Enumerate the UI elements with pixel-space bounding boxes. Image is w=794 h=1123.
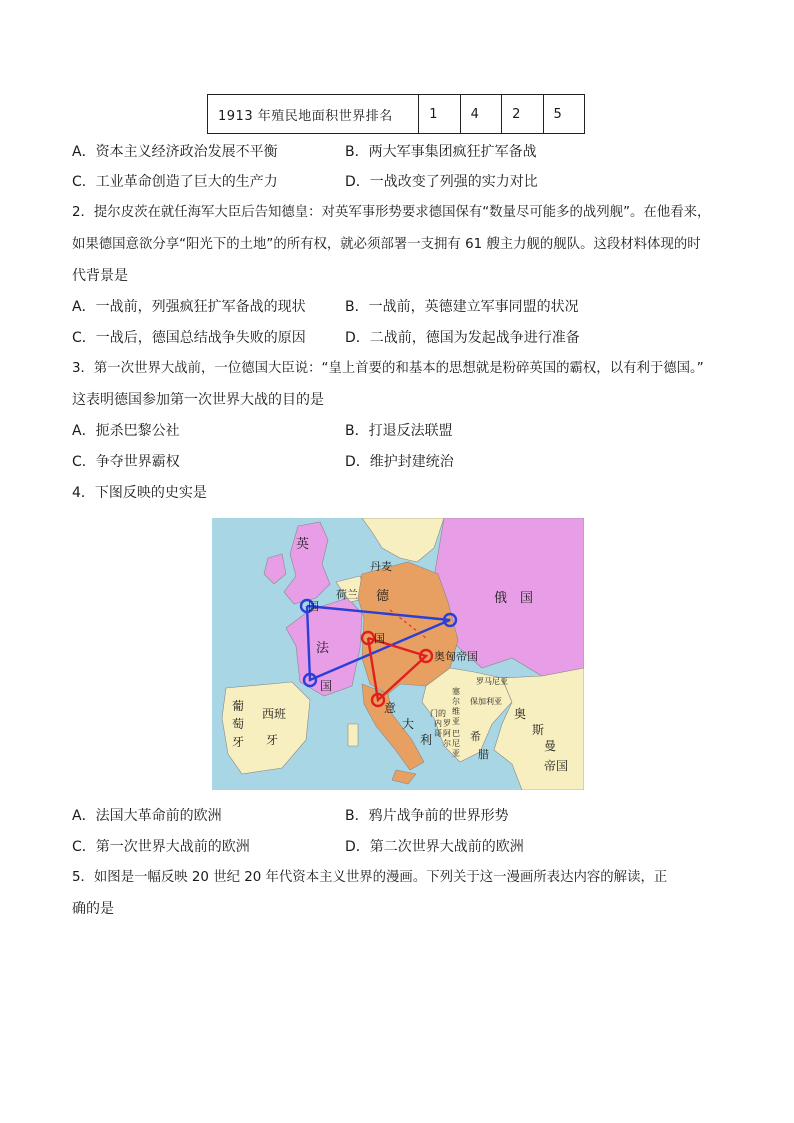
table-row-label: 1913 年殖民地面积世界排名: [208, 95, 419, 134]
label-menyu: 门的: [430, 709, 446, 718]
map-svg: [212, 518, 584, 790]
label-luo: 罗: [443, 719, 451, 728]
label-ao: 奥: [514, 707, 527, 721]
label-ya2: 尼: [452, 739, 460, 748]
label-wei: 维: [452, 707, 460, 716]
q2-option-b: B．一战前，英德建立军事同盟的状况: [345, 299, 579, 315]
q4-stem: 4．下图反映的史实是: [72, 485, 207, 501]
rank-cell-3: 2: [502, 95, 543, 134]
q4-option-d: D．第二次世界大战前的欧洲: [345, 839, 524, 855]
colonial-area-ranking-table: [207, 94, 585, 134]
q2-option-d: D．二战前，德国为发起战争进行准备: [345, 330, 580, 346]
q1-option-c: C．工业革命创造了巨大的生产力: [72, 174, 278, 190]
label-guo-de: 国: [374, 632, 385, 645]
label-xi: 希: [470, 730, 481, 743]
label-xibanya2: 牙: [266, 733, 279, 747]
label-si: 斯: [532, 723, 545, 737]
q5-stem-line1: 5．如图是一幅反映 20 世纪 20 年代资本主义世界的漫画。下列关于这一漫画所表达内容的解读，正: [72, 870, 668, 885]
label-guo-en: 国: [308, 600, 319, 613]
label-danmai: 丹麦: [370, 560, 392, 573]
label-yi: 意: [384, 701, 397, 715]
table-row: [208, 95, 585, 134]
label-er: 尔: [452, 697, 460, 706]
label-pu2: 萄: [232, 717, 245, 731]
label-diguo: 帝国: [544, 759, 569, 773]
label-man: 曼: [544, 739, 557, 753]
label-ya3: 亚: [452, 749, 460, 758]
q1-option-a: A．资本主义经济政治发展不平衡: [72, 144, 278, 160]
q3-option-a: A．扼杀巴黎公社: [72, 423, 180, 439]
q3-option-c: C．争夺世界霸权: [72, 454, 180, 470]
label-a: 阿: [443, 729, 451, 738]
q4-option-a: A．法国大革命前的欧洲: [72, 808, 222, 824]
q2-option-c: C．一战后，德国总结战争失败的原因: [72, 330, 306, 346]
q2-stem-line3: 代背景是: [72, 268, 128, 284]
q4-option-b: B．鸦片战争前的世界形势: [345, 808, 509, 824]
label-nei: 内: [434, 719, 442, 728]
label-helan: 荷兰: [336, 588, 358, 601]
label-luomaniya: 罗马尼亚: [476, 677, 508, 686]
rank-cell-4: 5: [543, 95, 584, 134]
q3-option-d: D．维护封建统治: [345, 454, 454, 470]
label-aoxiong: 奥匈帝国: [434, 650, 478, 663]
label-ba: 尔: [443, 739, 451, 748]
map-region-sardinia: [348, 724, 358, 746]
label-fa: 法: [316, 641, 330, 656]
q2-option-a: A．一战前，列强疯狂扩军备战的现状: [72, 299, 306, 315]
label-ying: 英: [296, 537, 310, 552]
q3-stem-line1: 3．第一次世界大战前，一位德国大臣说：“皇上首要的和基本的思想就是粉碎英国的霸权，以有利于德国。”: [72, 361, 704, 376]
label-ge: 哥: [434, 729, 442, 738]
label-eguo: 俄 国: [494, 591, 534, 606]
q1-option-d: D．一战改变了列强的实力对比: [345, 174, 538, 190]
label-sai: 塞: [452, 687, 460, 696]
q2-stem-line1: 2．提尔皮茨在就任海军大臣后告知德皇：对英军事形势要求德国保有“数量尽可能多的战列舰”。在他看来，: [72, 205, 711, 220]
q5-stem-line2: 确的是: [72, 901, 114, 917]
rank-cell-2: 4: [460, 95, 501, 134]
label-xibanya1: 西班: [262, 707, 287, 721]
label-la: 腊: [478, 748, 489, 761]
label-ya-s: 亚: [452, 717, 460, 726]
label-baojialiya: 保加利亚: [470, 697, 502, 706]
label-guo-fa: 国: [320, 679, 333, 693]
q3-option-b: B．打退反法联盟: [345, 423, 453, 439]
rank-cell-1: 1: [419, 95, 460, 134]
q4-option-c: C．第一次世界大战前的欧洲: [72, 839, 250, 855]
q3-stem-line2: 这表明德国参加第一次世界大战的目的是: [72, 392, 324, 408]
label-pu1: 葡: [232, 699, 245, 713]
q1-option-b: B．两大军事集团疯狂扩军备战: [345, 144, 537, 160]
label-de: 德: [376, 589, 390, 604]
label-li: 利: [420, 733, 433, 747]
label-pu3: 牙: [232, 735, 245, 749]
label-ni: 巴: [452, 729, 460, 738]
q2-stem-line2: 如果德国意欲分享“阳光下的土地”的所有权，就必须部署一支拥有 61 艘主力舰的舰队。这段材料体现的时: [72, 237, 701, 252]
label-da: 大: [402, 717, 415, 731]
europe-alliance-map: [212, 518, 584, 790]
